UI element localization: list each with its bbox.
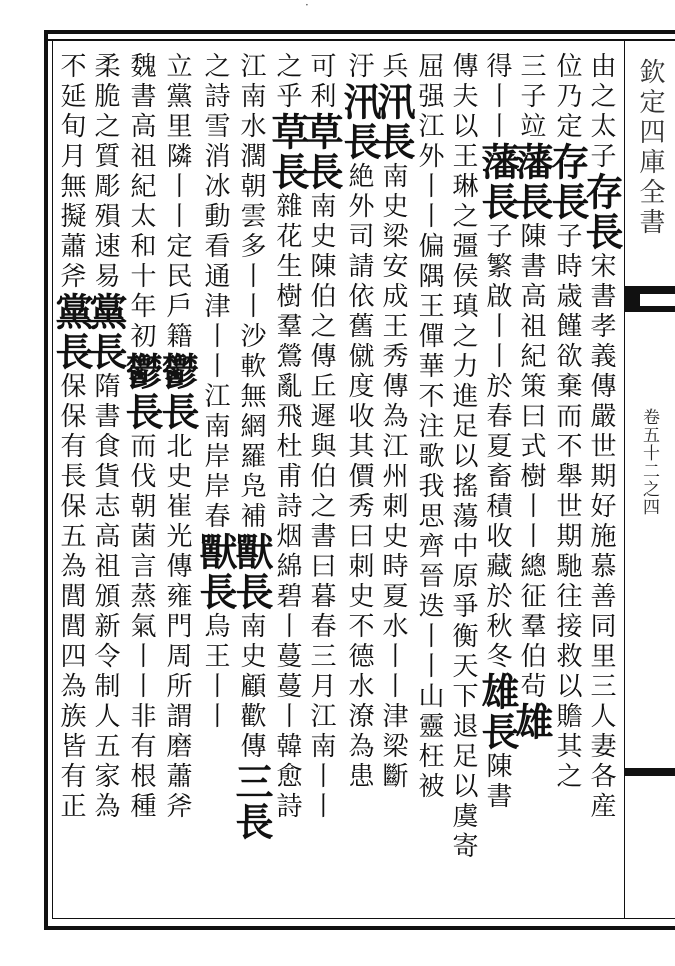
- text-segment: 子繁啟丨丨於春夏畜積收藏於秋冬: [482, 222, 512, 672]
- text-column: [371, 52, 416, 792]
- text-column: [265, 52, 310, 822]
- headword: 鬱長: [119, 352, 164, 432]
- headword: 雄長: [475, 672, 520, 752]
- text-segment: 絶外司請依舊僦度收其價秀曰刺史不德水潦為患: [344, 162, 374, 792]
- text-segment: 江南水濶朝雲多丨丨沙軟無網羅凫補: [236, 52, 266, 532]
- text-column: [337, 52, 382, 792]
- text-column: [155, 52, 200, 822]
- text-segment: 兵: [378, 52, 408, 82]
- headword: 汛長: [337, 82, 382, 162]
- text-segment: 得丨丨: [482, 52, 512, 142]
- text-segment: 三子竝: [516, 52, 546, 142]
- text-segment: 屈强江外丨丨偏隅王僤華不注歌我思齊晉迭丨丨山靈枉被: [414, 52, 444, 802]
- text-column: [509, 52, 554, 742]
- frame-top-border: [48, 30, 675, 34]
- text-segment: 雜花生樹羣鶯亂飛杜甫詩烟綿碧丨蔓蔓丨韓愈詩: [272, 192, 302, 822]
- text-segment: 子時歳饉欲棄而不舉世期馳往接救以贍其之: [552, 222, 582, 792]
- frame-left-border: [44, 30, 48, 930]
- headword: 黨長: [83, 292, 128, 372]
- text-segment: 烏王丨丨: [200, 612, 230, 732]
- text-segment: 南史梁安成王秀傳為江州刺史時夏水丨丨津梁斷: [378, 162, 408, 792]
- text-segment: 由之太子: [586, 52, 616, 172]
- text-column: [545, 52, 590, 792]
- text-segment: 南史陳伯之傳丘遲與伯之書曰暮春三月江南丨丨: [306, 192, 336, 822]
- text-segment: 南史顧歡傳: [236, 612, 266, 762]
- text-segment: 之詩雪消冰動看通津丨丨江南岸岸春: [200, 52, 230, 532]
- fold-mark: ·: [305, 0, 309, 12]
- headword: 草長: [265, 112, 310, 192]
- text-segment: 汙: [344, 52, 374, 82]
- text-column: [193, 52, 238, 732]
- fish-tail-top-inner: [640, 294, 675, 306]
- headword: 草長: [299, 112, 344, 192]
- text-segment: 陳書: [482, 752, 512, 812]
- text-segment: 不延旬月無擬蕭斧: [56, 52, 86, 292]
- text-segment: 傳夫以王琳之彊侯瑱之力進足以搖蕩中原爭衡天下退足以: [448, 52, 478, 802]
- juan-number: 卷五十二之四: [639, 408, 659, 516]
- headword: 存長: [579, 172, 624, 252]
- headword: 黨長: [49, 292, 94, 372]
- text-segment: 可利: [306, 52, 336, 112]
- book-title: 欽定四庫全書: [635, 58, 665, 238]
- text-column: [414, 52, 444, 802]
- text-segment: 北史崔光傳雍門周所謂磨蕭斧: [162, 432, 192, 822]
- text-segment: 隋書食貨志高祖頒新令制人五家為: [90, 372, 120, 822]
- text-segment: 而伐朝菌言蒸氣丨丨非有根種: [126, 432, 156, 822]
- text-column: [119, 52, 164, 822]
- text-column: [579, 52, 624, 822]
- frame-left-inner-border: [52, 39, 53, 919]
- frame-bottom-inner-border: [52, 918, 675, 919]
- frame-top-inner-border: [48, 39, 675, 41]
- margin-divider: [624, 41, 625, 919]
- headword: 獸長: [229, 532, 274, 612]
- text-segment: 保保有長保五為閭閭四為族皆有正: [56, 372, 86, 822]
- text-segment: 魏書高祖紀太和十年初: [126, 52, 156, 352]
- text-column: [299, 52, 344, 822]
- headword: 雄: [509, 702, 554, 742]
- text-column: [49, 52, 94, 822]
- fish-tail-bottom: [625, 768, 675, 776]
- frame-bottom-border: [44, 926, 675, 930]
- headword: 鬱長: [155, 352, 200, 432]
- text-column: [83, 52, 128, 822]
- text-column: [475, 52, 520, 812]
- text-segment: 位乃定: [552, 52, 582, 142]
- text-segment: 虞寄: [448, 802, 478, 862]
- text-column: [448, 52, 478, 862]
- text-segment: 陳書高祖紀策曰式樹丨丨總征羣伯茍: [516, 222, 546, 702]
- headword: 獸長: [193, 532, 238, 612]
- headword: 汛長: [371, 82, 416, 162]
- text-segment: 柔脆之質彫殞速易: [90, 52, 120, 292]
- headword: 存長: [545, 142, 590, 222]
- headword: 三長: [229, 762, 274, 842]
- headword: 藩長: [509, 142, 554, 222]
- text-column: [229, 52, 274, 842]
- text-segment: 宋書孝義傳嚴世期好施慕善同里三人妻各産: [586, 252, 616, 822]
- headword: 藩長: [475, 142, 520, 222]
- text-segment: 立黨里隣丨丨定民戶籍: [162, 52, 192, 352]
- text-segment: 之乎: [272, 52, 302, 112]
